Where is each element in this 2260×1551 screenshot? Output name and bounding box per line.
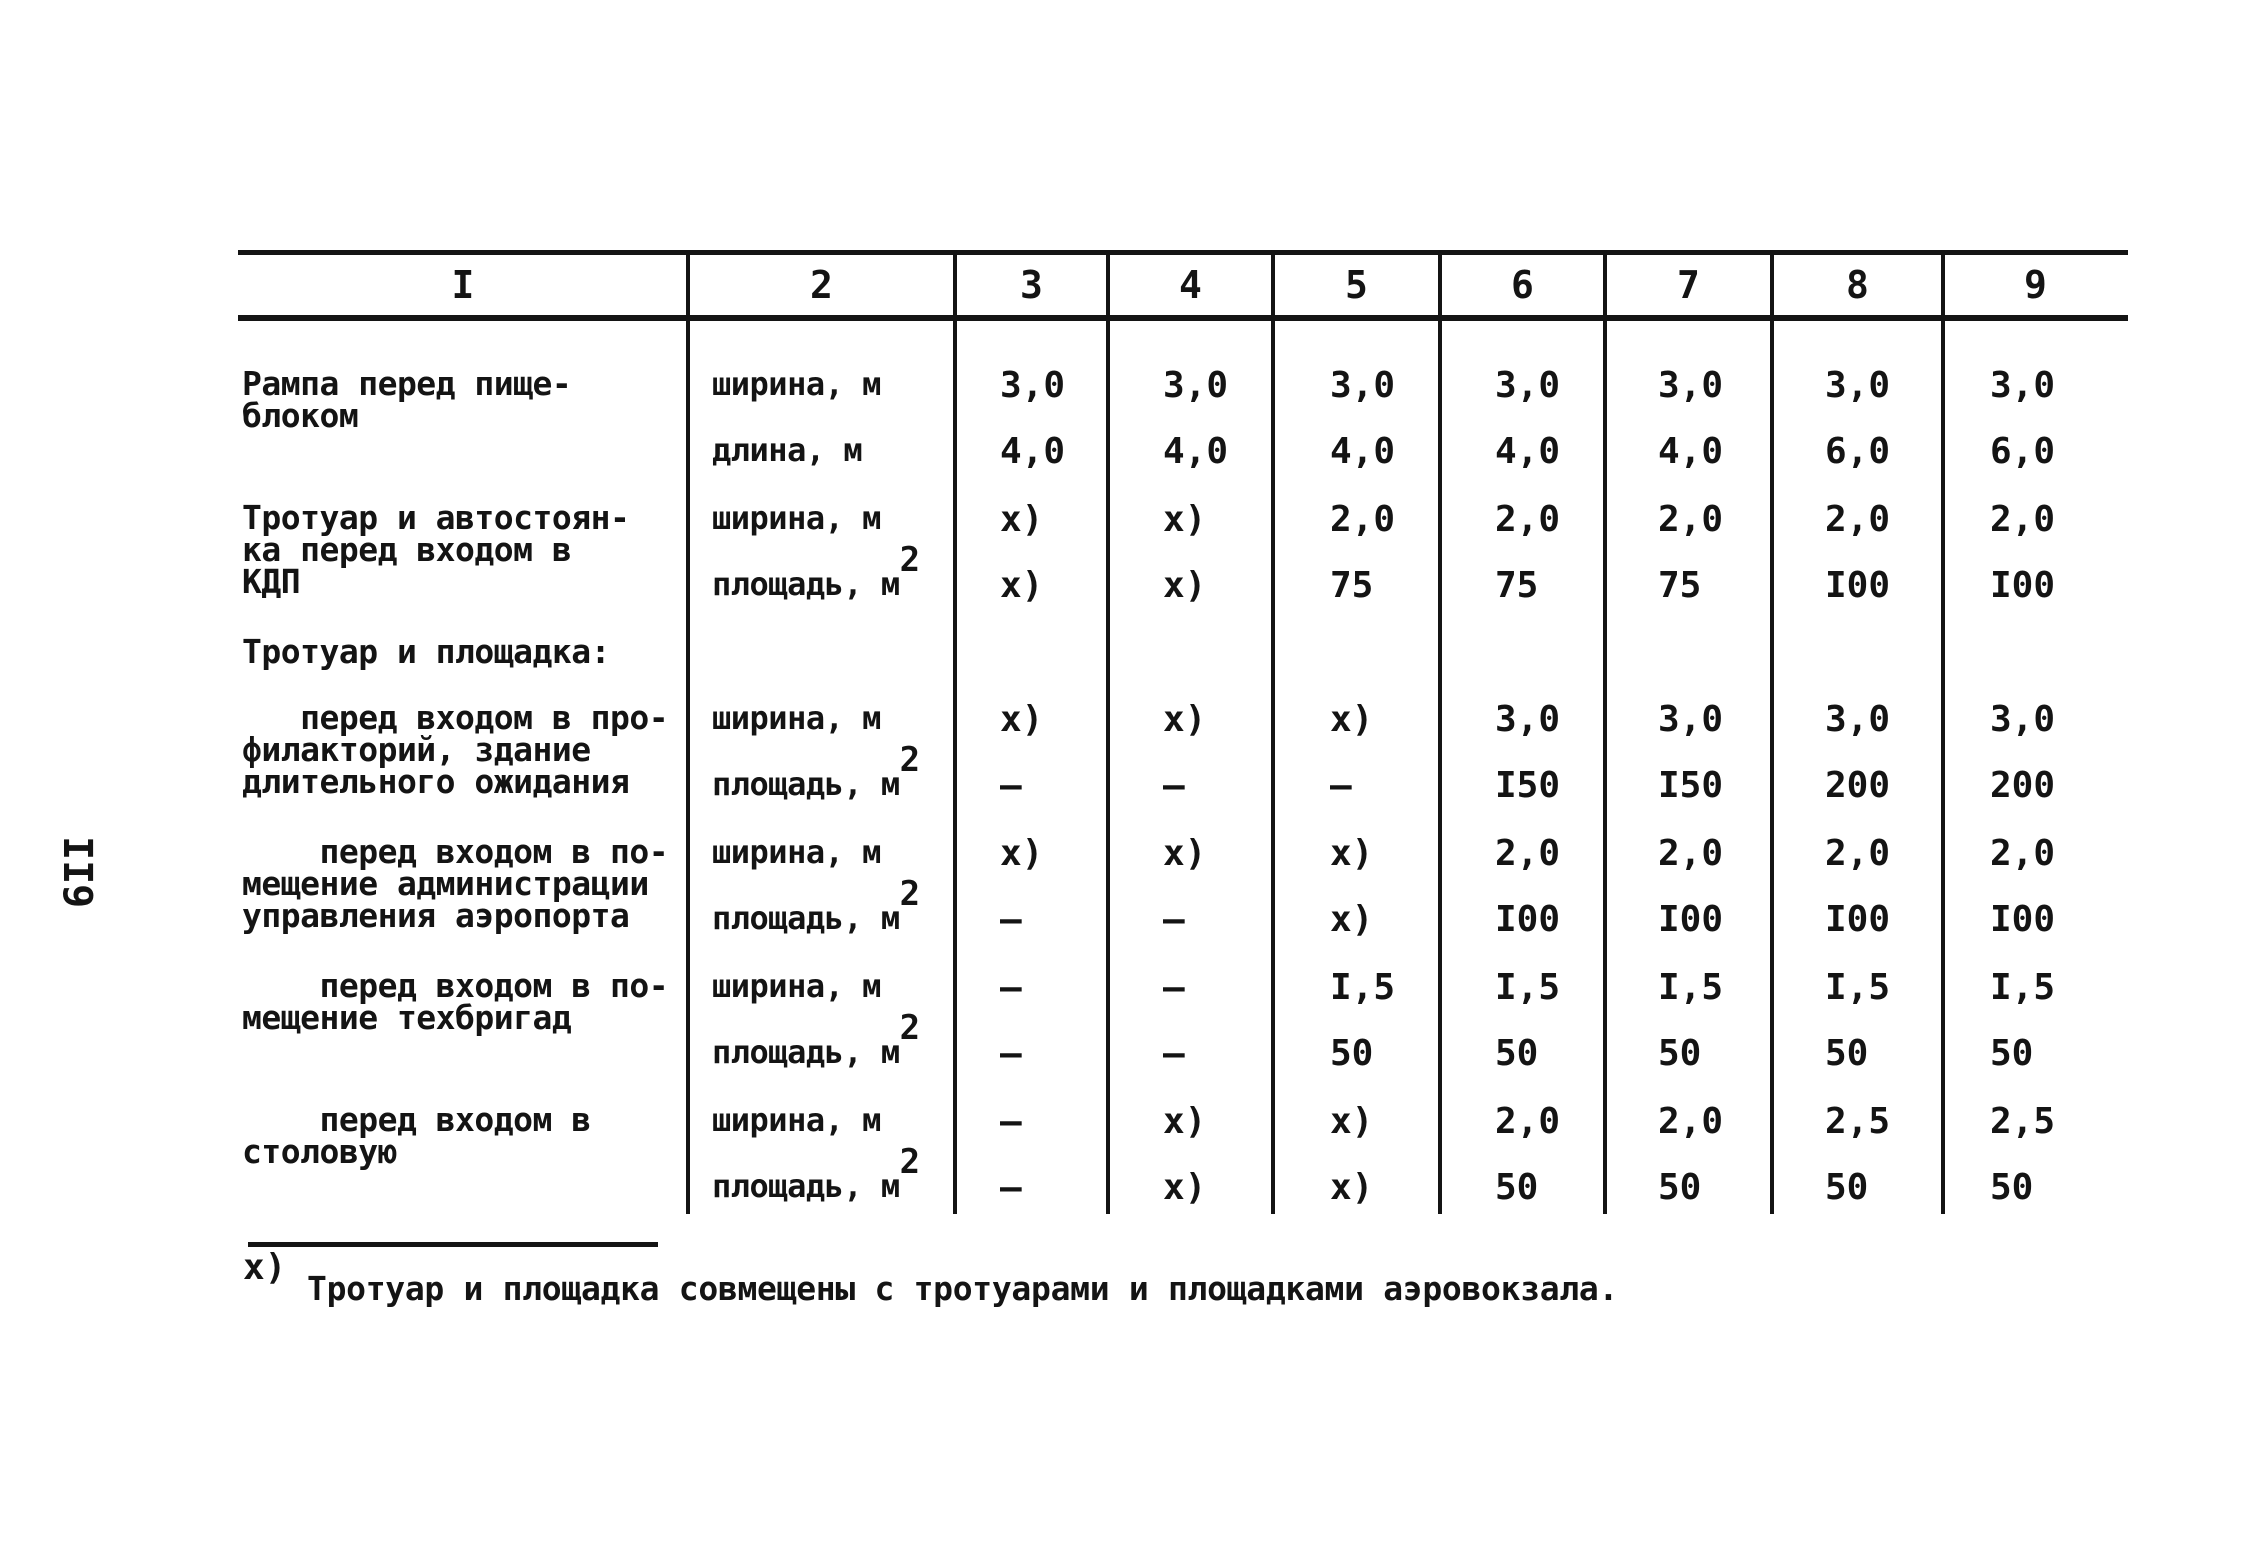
- value-cell: 50: [1495, 1033, 1539, 1074]
- header-cell: I: [451, 263, 475, 307]
- value-cell: 4,0: [1495, 431, 1561, 472]
- unit-text: ширина, м: [712, 699, 881, 737]
- value-cell: 4,0: [1000, 431, 1066, 472]
- column-divider: [1941, 254, 1945, 1214]
- value-cell: I00: [1825, 565, 1891, 606]
- value-cell: 50: [1825, 1167, 1869, 1208]
- value-cell: х): [1163, 699, 1207, 740]
- value-cell: 2,0: [1990, 833, 2056, 874]
- value-cell: –: [1000, 765, 1022, 806]
- value-cell: 75: [1658, 565, 1702, 606]
- value-cell: 2,0: [1825, 499, 1891, 540]
- unit-text: ширина, м: [712, 833, 881, 871]
- value-cell: х): [1163, 1101, 1207, 1142]
- unit-text: ширина, м: [712, 1101, 881, 1139]
- value-cell: 50: [1495, 1167, 1539, 1208]
- value-cell: 2,5: [1990, 1101, 2056, 1142]
- value-cell: 2,0: [1658, 499, 1724, 540]
- value-cell: 3,0: [1163, 365, 1229, 406]
- header-cell: 6: [1511, 263, 1534, 307]
- value-cell: I00: [1658, 899, 1724, 940]
- table-header-rule: [238, 315, 2128, 321]
- value-cell: х): [1163, 833, 1207, 874]
- value-cell: 3,0: [1825, 699, 1891, 740]
- value-cell: 3,0: [1990, 365, 2056, 406]
- value-cell: 3,0: [1990, 699, 2056, 740]
- unit-cell: [712, 874, 920, 937]
- column-divider: [953, 254, 957, 1214]
- column-divider: [1271, 254, 1275, 1214]
- unit-text: ширина, м: [712, 967, 881, 1005]
- unit-superscript: 2: [899, 1142, 920, 1182]
- page-number: II9: [54, 836, 100, 909]
- column-divider: [1438, 254, 1442, 1214]
- value-cell: 50: [1825, 1033, 1869, 1074]
- value-cell: I00: [1990, 899, 2056, 940]
- value-cell: –: [1330, 765, 1352, 806]
- unit-text: ширина, м: [712, 499, 881, 537]
- value-cell: 3,0: [1825, 365, 1891, 406]
- unit-cell: [712, 1008, 920, 1071]
- value-cell: –: [1000, 967, 1022, 1008]
- value-cell: 2,0: [1658, 1101, 1724, 1142]
- value-cell: 2,0: [1990, 499, 2056, 540]
- value-cell: 50: [1990, 1167, 2034, 1208]
- value-cell: х): [1163, 1167, 1207, 1208]
- row-label: перед входом в по- мещение техбригад: [242, 966, 669, 1037]
- value-cell: –: [1000, 1101, 1022, 1142]
- value-cell: 2,0: [1658, 833, 1724, 874]
- value-cell: х): [1163, 499, 1207, 540]
- value-cell: 75: [1330, 565, 1374, 606]
- value-cell: х): [1330, 833, 1374, 874]
- value-cell: –: [1000, 1167, 1022, 1208]
- value-cell: х): [1330, 899, 1374, 940]
- header-cell: 4: [1179, 263, 1202, 307]
- value-cell: –: [1163, 1033, 1185, 1074]
- value-cell: 50: [1658, 1033, 1702, 1074]
- value-cell: 6,0: [1825, 431, 1891, 472]
- value-cell: I00: [1495, 899, 1561, 940]
- row-label: Тротуар и площадка:: [242, 632, 610, 671]
- column-divider: [1603, 254, 1607, 1214]
- unit-cell: [712, 699, 881, 737]
- value-cell: I00: [1825, 899, 1891, 940]
- row-label: Тротуар и автостоян- ка перед входом в КДП: [242, 498, 630, 601]
- value-cell: I,5: [1825, 967, 1891, 1008]
- column-divider: [1770, 254, 1774, 1214]
- value-cell: 3,0: [1658, 699, 1724, 740]
- value-cell: –: [1000, 1033, 1022, 1074]
- unit-superscript: 2: [899, 540, 920, 580]
- value-cell: I50: [1495, 765, 1561, 806]
- unit-cell: [712, 540, 920, 603]
- header-cell: 3: [1020, 263, 1043, 307]
- value-cell: 3,0: [1000, 365, 1066, 406]
- row-label: Рампа перед пище- блоком: [242, 364, 572, 435]
- value-cell: I,5: [1495, 967, 1561, 1008]
- value-cell: 2,0: [1330, 499, 1396, 540]
- unit-text: длина, м: [712, 431, 863, 469]
- value-cell: –: [1163, 967, 1185, 1008]
- unit-cell: [712, 967, 881, 1005]
- value-cell: I00: [1990, 565, 2056, 606]
- column-divider: [1106, 254, 1110, 1214]
- value-cell: 2,5: [1825, 1101, 1891, 1142]
- unit-cell: [712, 833, 881, 871]
- value-cell: х): [1000, 499, 1044, 540]
- value-cell: 4,0: [1658, 431, 1724, 472]
- footnote-text: Тротуар и площадка совмещены с тротуарами и площадками аэровокзала.: [307, 1269, 1619, 1308]
- value-cell: 50: [1990, 1033, 2034, 1074]
- value-cell: 6,0: [1990, 431, 2056, 472]
- value-cell: 3,0: [1495, 365, 1561, 406]
- value-cell: I,5: [1658, 967, 1724, 1008]
- value-cell: х): [1330, 699, 1374, 740]
- value-cell: х): [1000, 699, 1044, 740]
- value-cell: –: [1163, 899, 1185, 940]
- unit-cell: [712, 1101, 881, 1139]
- footnote-rule: [248, 1242, 658, 1247]
- row-label: перед входом в по- мещение администрации управления аэропорта: [242, 832, 669, 935]
- unit-superscript: 2: [899, 740, 920, 780]
- value-cell: х): [1000, 565, 1044, 606]
- value-cell: 3,0: [1495, 699, 1561, 740]
- value-cell: х): [1000, 833, 1044, 874]
- value-cell: 3,0: [1330, 365, 1396, 406]
- value-cell: I,5: [1330, 967, 1396, 1008]
- header-cell: 2: [810, 263, 833, 307]
- unit-text: площадь, м: [712, 899, 900, 937]
- header-cell: 5: [1345, 263, 1368, 307]
- footnote-mark: х): [243, 1247, 287, 1288]
- value-cell: 3,0: [1658, 365, 1724, 406]
- value-cell: I50: [1658, 765, 1724, 806]
- value-cell: 50: [1330, 1033, 1374, 1074]
- value-cell: 2,0: [1825, 833, 1891, 874]
- unit-text: ширина, м: [712, 365, 881, 403]
- value-cell: х): [1163, 565, 1207, 606]
- value-cell: 2,0: [1495, 833, 1561, 874]
- value-cell: 4,0: [1330, 431, 1396, 472]
- value-cell: 200: [1990, 765, 2056, 806]
- row-label: перед входом в про- филакторий, здание длительного ожидания: [242, 698, 669, 801]
- header-cell: 9: [2024, 263, 2047, 307]
- table-top-rule: [238, 250, 2128, 255]
- value-cell: х): [1330, 1167, 1374, 1208]
- value-cell: 200: [1825, 765, 1891, 806]
- value-cell: 75: [1495, 565, 1539, 606]
- column-divider: [686, 254, 690, 1214]
- unit-text: площадь, м: [712, 1033, 900, 1071]
- value-cell: –: [1163, 765, 1185, 806]
- value-cell: 2,0: [1495, 1101, 1561, 1142]
- value-cell: 50: [1658, 1167, 1702, 1208]
- unit-cell: [712, 740, 920, 803]
- value-cell: х): [1330, 1101, 1374, 1142]
- unit-superscript: 2: [899, 874, 920, 914]
- value-cell: 2,0: [1495, 499, 1561, 540]
- value-cell: 4,0: [1163, 431, 1229, 472]
- value-cell: –: [1000, 899, 1022, 940]
- unit-cell: [712, 365, 881, 403]
- unit-text: площадь, м: [712, 765, 900, 803]
- unit-text: площадь, м: [712, 1167, 900, 1205]
- unit-cell: [712, 1142, 920, 1205]
- unit-cell: [712, 499, 881, 537]
- header-cell: 8: [1846, 263, 1869, 307]
- unit-text: площадь, м: [712, 565, 900, 603]
- unit-superscript: 2: [899, 1008, 920, 1048]
- value-cell: I,5: [1990, 967, 2056, 1008]
- header-cell: 7: [1677, 263, 1700, 307]
- row-label: перед входом в столовую: [242, 1100, 591, 1171]
- unit-cell: [712, 431, 863, 469]
